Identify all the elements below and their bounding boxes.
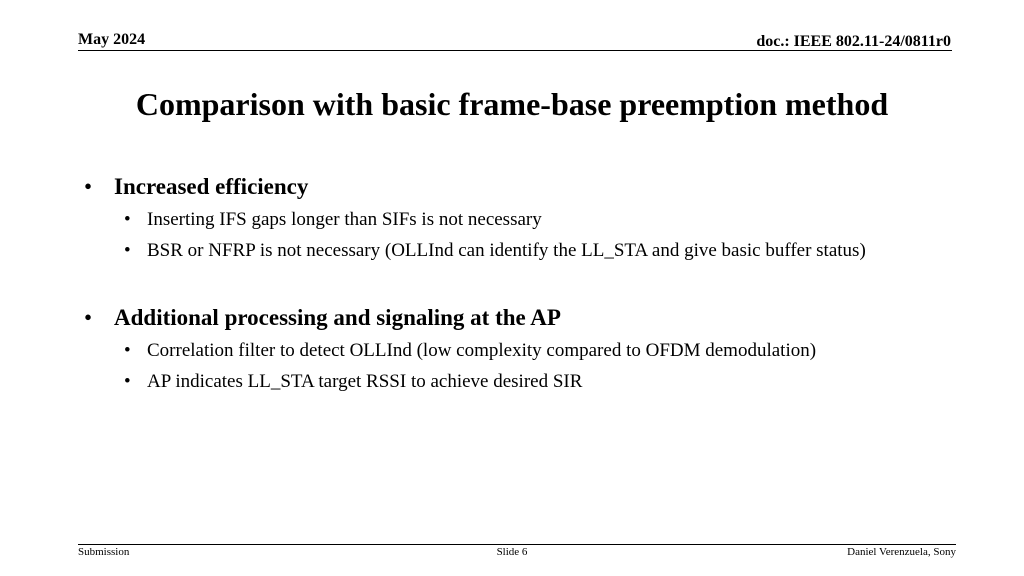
- list-item-text: Correlation filter to detect OLLInd (low complexity compared to OFDM demodulation): [147, 340, 817, 361]
- list-item: [84, 207, 984, 233]
- list-item-text: Inserting IFS gaps longer than SIFs is not necessary: [147, 209, 542, 230]
- footer-divider: [78, 544, 956, 545]
- footer-slide-number: Slide 6: [496, 546, 528, 558]
- section-spacer: [84, 264, 984, 303]
- header-date: May 2024: [78, 31, 146, 48]
- slide-body: [84, 172, 984, 395]
- bullet-icon: •: [84, 305, 93, 330]
- bullet-icon: •: [124, 209, 131, 230]
- section-heading-text: Increased efficiency: [114, 174, 309, 199]
- slide-title: Comparison with basic frame-base preemption method: [135, 86, 889, 122]
- section-heading-efficiency: [84, 172, 984, 202]
- list-item: [84, 238, 984, 264]
- list-item-text: AP indicates LL_STA target RSSI to achieve desired SIR: [147, 371, 583, 392]
- footer-submission: Submission: [78, 546, 130, 558]
- footer-author: Daniel Verenzuela, Sony: [847, 546, 956, 558]
- bullet-icon: •: [124, 240, 131, 261]
- section-heading-ap-processing: [84, 303, 984, 333]
- header-divider: [78, 50, 952, 51]
- list-item: [84, 338, 984, 364]
- bullet-icon: •: [124, 340, 131, 361]
- list-item-text: BSR or NFRP is not necessary (OLLInd can identify the LL_STA and give basic buffer status): [147, 240, 866, 261]
- section-heading-text: Additional processing and signaling at the AP: [114, 305, 561, 330]
- bullet-icon: •: [124, 371, 131, 392]
- bullet-icon: •: [84, 174, 93, 199]
- header-doc-id: doc.: IEEE 802.11-24/0811r0: [756, 33, 951, 50]
- list-item: [84, 369, 984, 395]
